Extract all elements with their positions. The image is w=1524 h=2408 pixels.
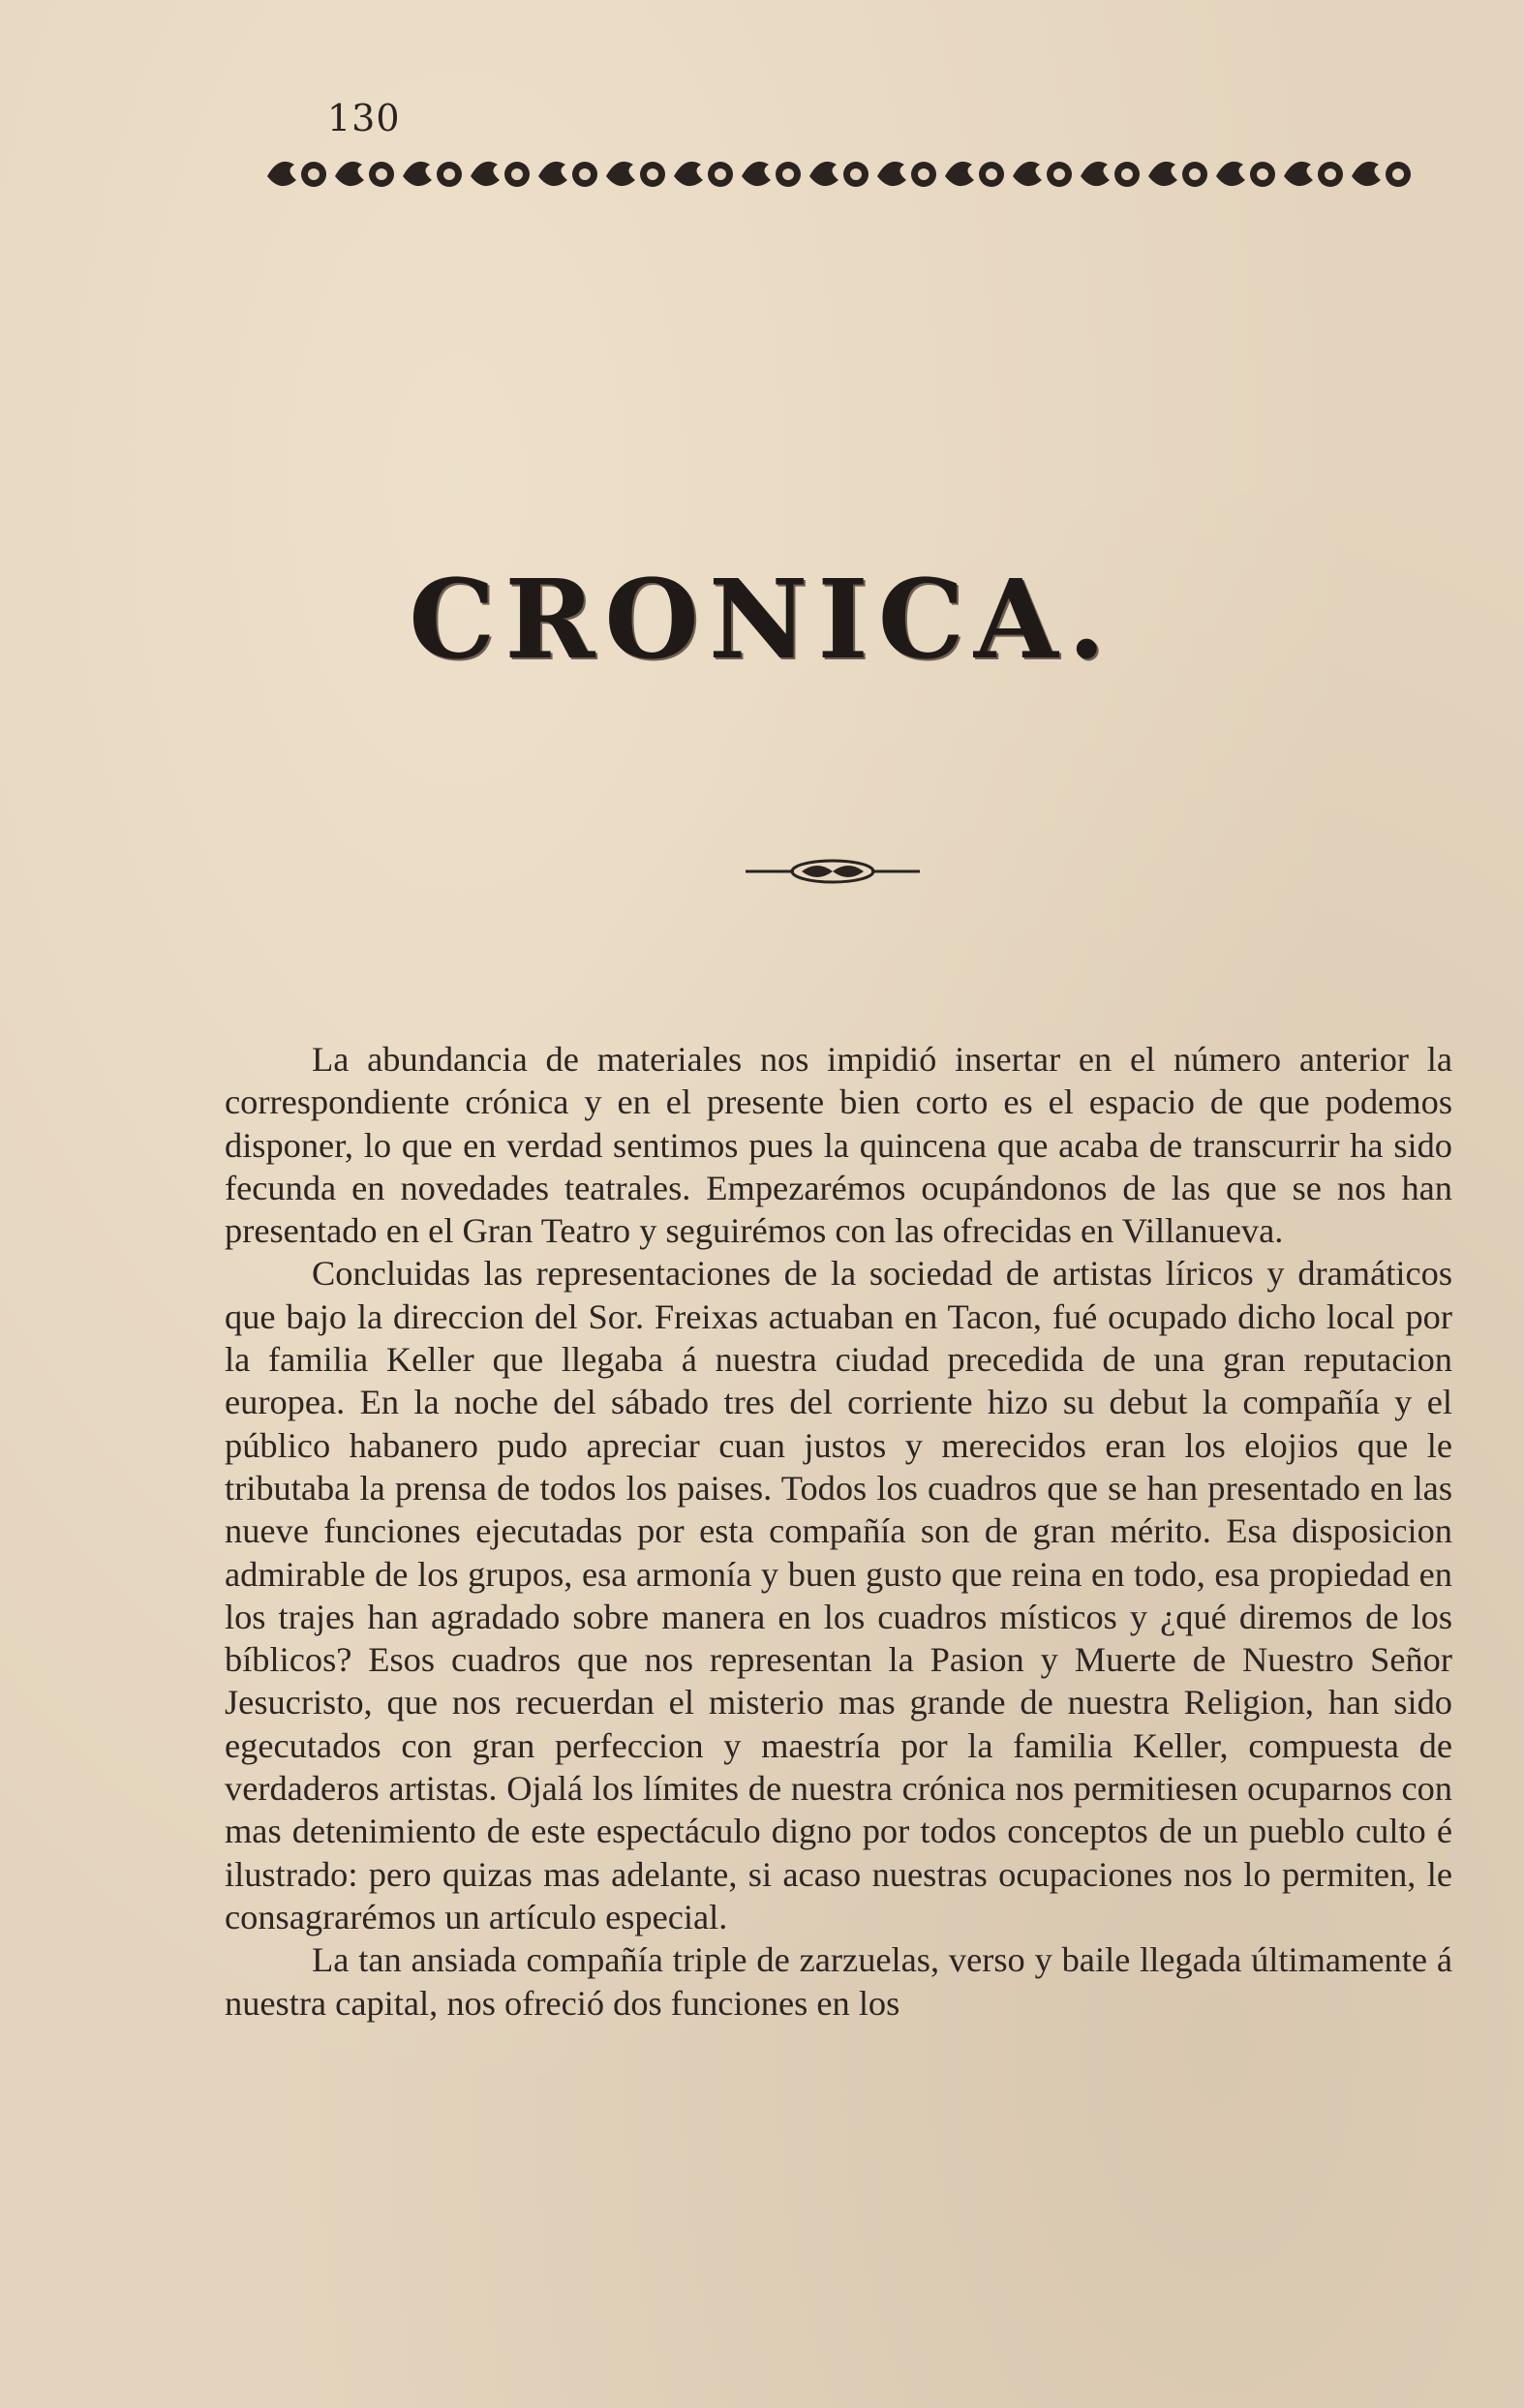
ornament-rosette-center: [376, 168, 387, 180]
paragraph-1: La abundancia de materiales nos impidió insertar en el número anterior la correspondiente crónica y en el presente bien corto es el espacio de que podemos disponer, lo que en verdad sentimos pues la quincena que acaba de transcurrir ha sido fecunda en novedades teatrales. Empezarémos ocupándonos de las que se nos han presentado en el Gran Teatro y seguirémos con las ofrecidas en Villanueva.: [225, 1040, 1452, 1251]
ornament-rosette-center: [1189, 168, 1201, 180]
ornament-leaf: [267, 162, 296, 186]
ornament-rosette-center: [986, 168, 997, 180]
ornament-rosette-center: [1053, 168, 1065, 180]
ornament-leaf: [674, 162, 703, 186]
ornament-leaf: [877, 162, 906, 186]
paragraph-2: Concluidas las representaciones de la sociedad de artistas líricos y dramáticos que bajo la direccion del Sor. Freixas actuaban en Tacon, fué ocupado dicho local por la familia Keller que llegaba á nuestra ciudad precedida de una gran reputacion europea. En la noche del sábado tres del corriente hizo su debut la compañía y el público habanero pudo apreciar cuan justos y merecidos eran los elojios que le tributaba la prensa de todos los paises. Todos los cuadros que se han presentado en las nueve funciones ejecutadas por esta compañía son de gran mérito. Esa disposicion admirable de los grupos, esa armonía y buen gusto que reina en todo, esa propiedad en los trajes han agradado sobre manera en los cuadros místicos y ¿qué diremos de los bíblicos? Esos cuadros que nos representan la Pasion y Muerte de Nuestro Señor Jesucristo, que nos recuerdan el misterio mas grande de nuestra Religion, han sido egecutados con gran perfeccion y maestría por la familia Keller, compuesta de verdaderos artistas. Ojalá los límites de nuestra crónica nos permitiesen ocuparnos con mas detenimiento de este espectáculo digno por todos conceptos de un pueblo culto é ilustrado: pero quizas mas adelante, si acaso nuestras ocupaciones nos lo permiten, le consagrarémos un artículo especial.: [225, 1254, 1452, 1936]
ornament-leaf: [538, 162, 567, 186]
ornamental-header-band: [259, 147, 1431, 201]
ornament-leaf: [1216, 162, 1245, 186]
decorative-divider: [736, 857, 930, 886]
article-body: [225, 1038, 1452, 2025]
ornament-leaf: [606, 162, 635, 186]
ornament-leaf: [1081, 162, 1110, 186]
ornament-rosette-center: [511, 168, 523, 180]
paragraph-3: La tan ansiada compañía triple de zarzuelas, verso y baile llegada últimamente á nuestra capital, nos ofreció dos funciones en los: [225, 1940, 1452, 2023]
ornament-rosette-center: [1257, 168, 1268, 180]
ornament-rosette-center: [918, 168, 930, 180]
ornament-rosette-center: [1392, 168, 1404, 180]
ornament-leaf: [403, 162, 432, 186]
ornament-rosette-center: [850, 168, 862, 180]
section-title: CRONICA.: [409, 557, 1115, 684]
ornament-leaf: [1284, 162, 1313, 186]
ornament-rosette-center: [647, 168, 658, 180]
ornament-rosette-center: [1325, 168, 1336, 180]
ornament-leaf: [471, 162, 500, 186]
ornament-rosette-center: [782, 168, 794, 180]
ornament-rosette-center: [715, 168, 726, 180]
ornament-leaf: [1352, 162, 1381, 186]
ornament-leaf: [945, 162, 974, 186]
ornament-rosette-center: [579, 168, 591, 180]
ornament-leaf: [335, 162, 364, 186]
ornament-rosette-center: [443, 168, 455, 180]
page-number: 130: [327, 97, 401, 139]
ornament-leaf: [1148, 162, 1177, 186]
ornament-rosette-center: [1121, 168, 1133, 180]
ornament-rosette-center: [308, 168, 320, 180]
ornament-leaf: [742, 162, 771, 186]
ornament-leaf: [1013, 162, 1042, 186]
ornament-leaf: [809, 162, 838, 186]
